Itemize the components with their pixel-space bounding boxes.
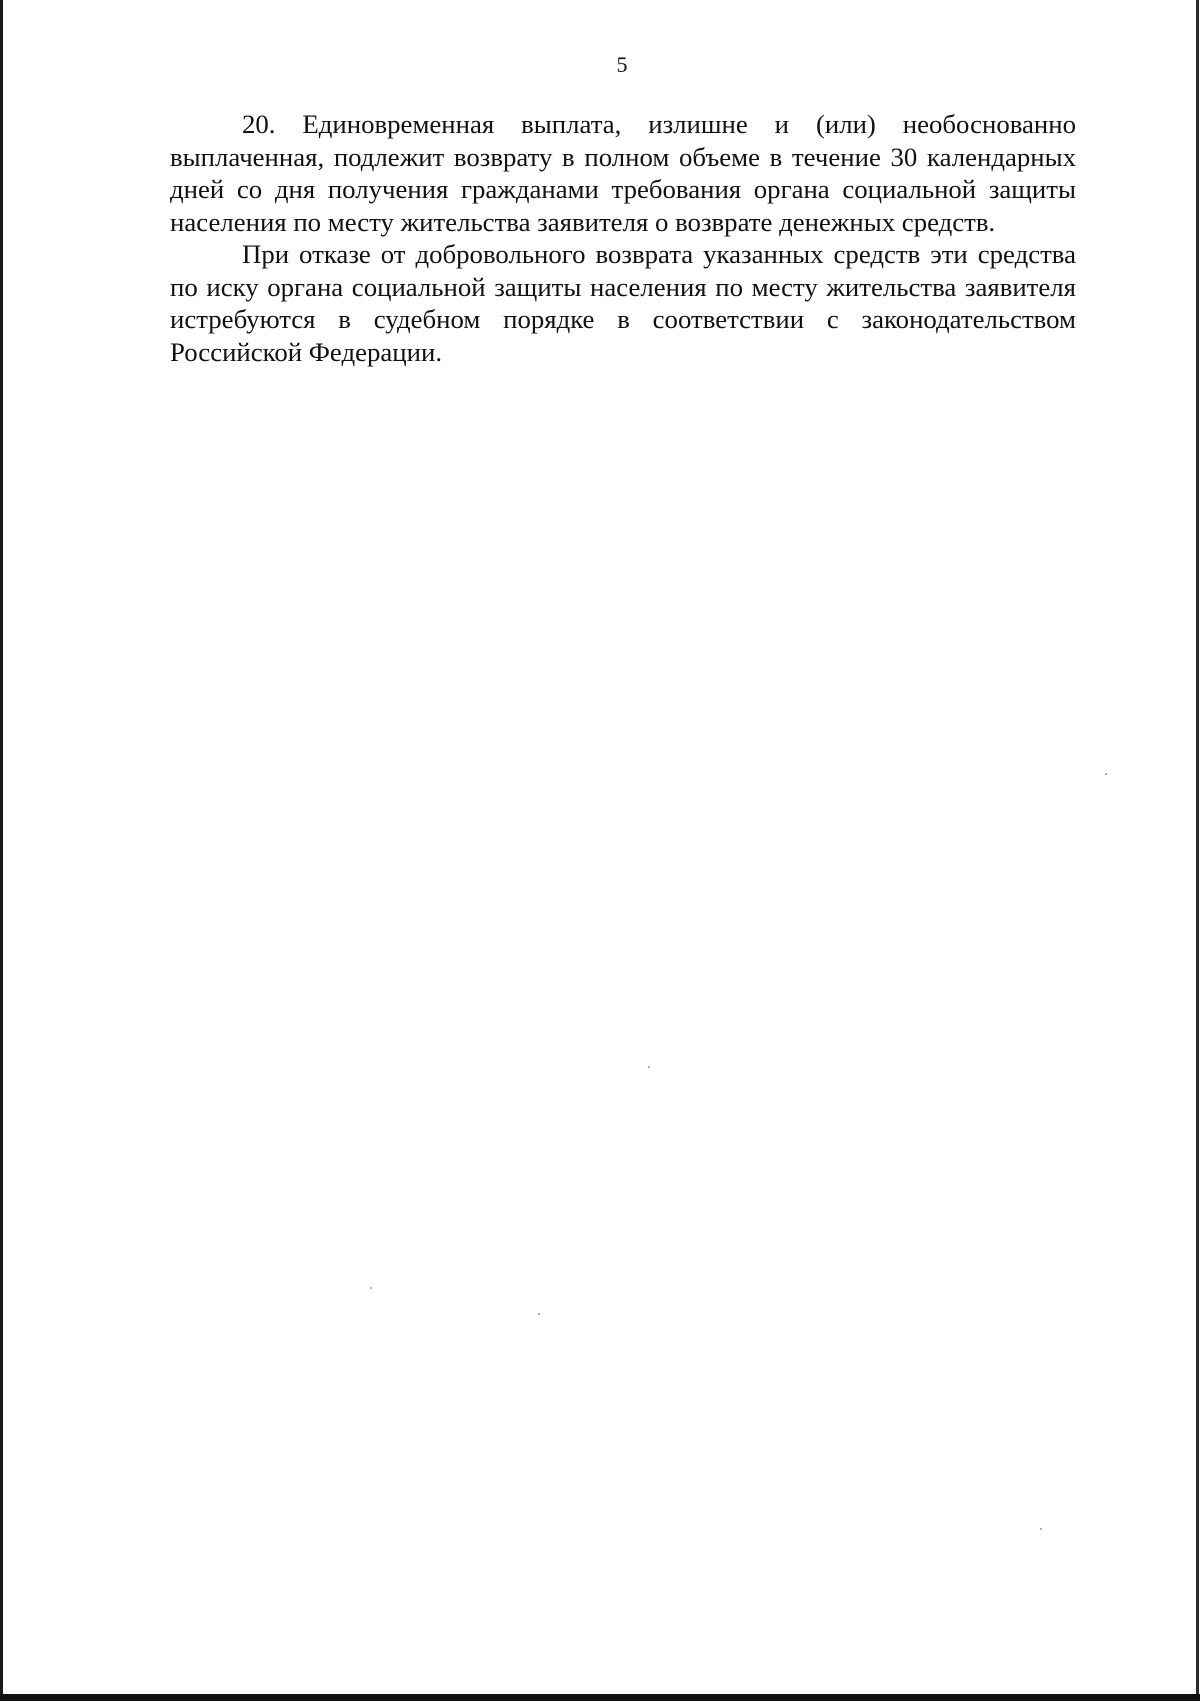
scan-speck: [648, 1066, 650, 1068]
scan-speck: [1040, 1528, 1042, 1530]
scan-speck: [538, 1313, 540, 1315]
document-body: [170, 108, 1076, 368]
scan-speck: [1105, 773, 1107, 775]
scan-speck: [370, 1287, 372, 1289]
paragraph-item-20: 20. Единовременная выплата, излишне и (или) необоснованно выплаченная, подлежит возврату в полном объеме в течение 30 календарных дней со дня получения гражданами требования органа социальной защиты населения по месту жительства заявителя о возврате денежных средств.: [170, 109, 1076, 237]
scan-edge-right: [1196, 0, 1199, 1701]
scan-edge-left: [0, 0, 3, 1701]
page-number: 5: [616, 52, 628, 77]
paragraph-refusal: При отказе от добровольного возврата указанных средств эти средства по иску органа социальной защиты населения по месту жительства заявителя истребуются в судебном порядке в соответствии с законодательством Российской Федерации.: [170, 239, 1076, 367]
scan-edge-bottom: [0, 1694, 1200, 1701]
